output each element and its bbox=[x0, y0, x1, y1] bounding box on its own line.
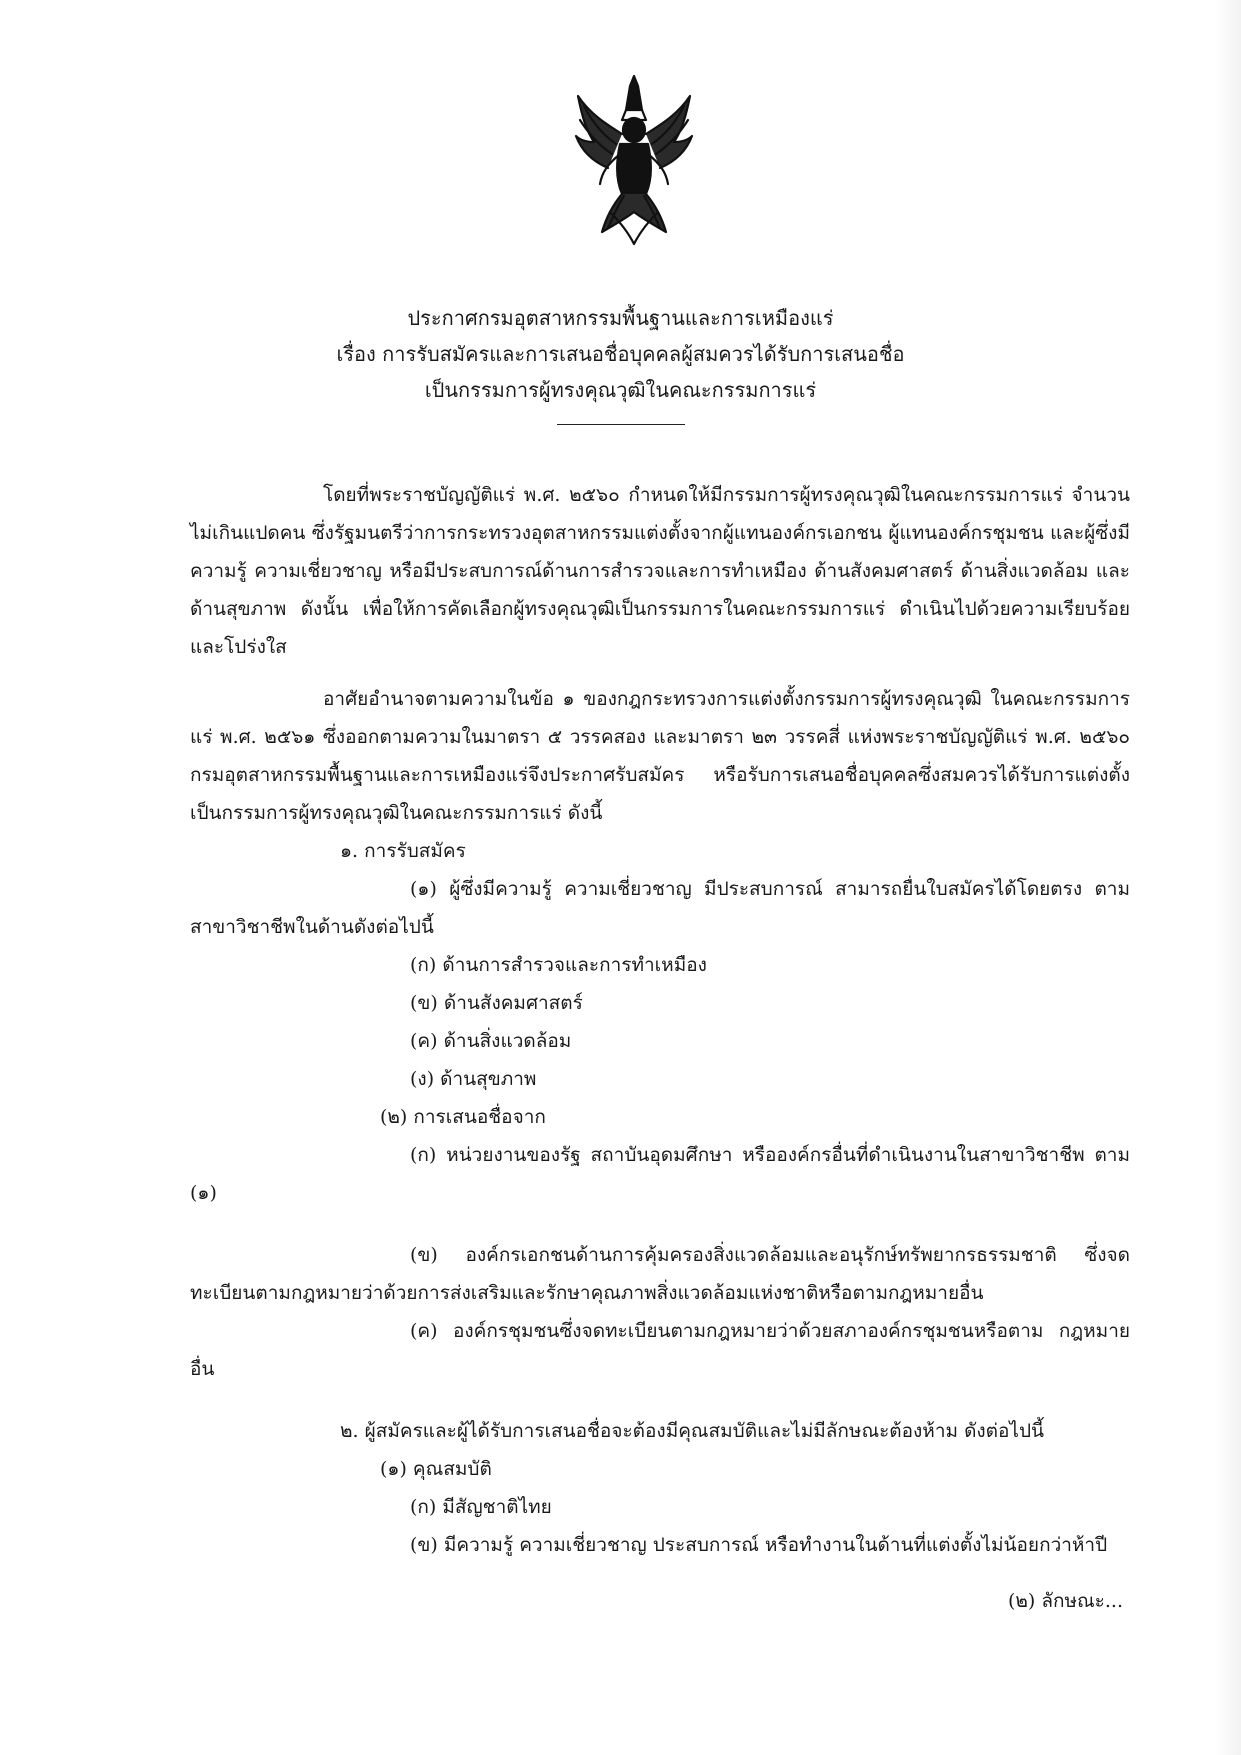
qualification-heading: (๑) คุณสมบัติ bbox=[380, 1458, 492, 1480]
nomination-item-b: (ข) องค์กรเอกชนด้านการคุ้มครองสิ่งแวดล้อมและอนุรักษ์ทรัพยากรธรรมชาติ ซึ่งจดทะเบียนตามกฎหมายว่าด้วยการส่งเสริมและรักษาคุณภาพสิ่งแวดล้อมแห่งชาติหรือตามกฎหมายอื่น bbox=[190, 1244, 1130, 1304]
title-line-1: ประกาศกรมอุตสาหกรรมพื้นฐานและการเหมืองแร่ bbox=[407, 306, 834, 330]
qualification-item: (ก) มีสัญชาติไทย bbox=[410, 1496, 552, 1518]
page-continuation: (๒) ลักษณะ... bbox=[1007, 1590, 1123, 1612]
announcement-body bbox=[190, 476, 1130, 1564]
preamble-paragraph: โดยที่พระราชบัญญัติแร่ พ.ศ. ๒๕๖๐ กำหนดให้มีกรรมการผู้ทรงคุณวุฒิในคณะกรรมการแร่ จำนวนไม่เกินแปดคน ซึ่งรัฐมนตรีว่าการกระทรวงอุตสาหกรรมแต่งตั้งจากผู้แทนองค์กรเอกชน ผู้แทนองค์กรชุมชน และผู้ซึ่งมีความรู้ ความเชี่ยวชาญ หรือมีประสบการณ์ด้านการสำรวจและการทำเหมือง ด้านสังคมศาสตร์ ด้านสิ่งแวดล้อม และด้านสุขภาพ ดังนั้น เพื่อให้การคัดเลือกผู้ทรงคุณวุฒิเป็นกรรมการในคณะกรรมการแร่ ดำเนินไปด้วยความเรียบร้อยและโปร่งใส bbox=[190, 484, 1130, 658]
field-item: (ค) ด้านสิ่งแวดล้อม bbox=[410, 1030, 572, 1052]
title-line-2: เรื่อง การรับสมัครและการเสนอชื่อบุคคลผู้สมควรได้รับการเสนอชื่อ bbox=[336, 342, 905, 366]
field-item: (ง) ด้านสุขภาพ bbox=[410, 1068, 537, 1090]
announcement-title bbox=[0, 300, 1241, 425]
qualification-item: (ข) มีความรู้ ความเชี่ยวชาญ ประสบการณ์ หรือทำงานในด้านที่แต่งตั้งไม่น้อยกว่าห้าปี bbox=[410, 1534, 1108, 1556]
item-1-1: (๑) ผู้ซึ่งมีความรู้ ความเชี่ยวชาญ มีประสบการณ์ สามารถยื่นใบสมัครได้โดยตรง ตามสาขาวิชาชีพในด้านดังต่อไปนี้ bbox=[190, 878, 1130, 938]
section-1-heading: ๑. การรับสมัคร bbox=[340, 840, 466, 862]
section-2-heading: ๒. ผู้สมัครและผู้ได้รับการเสนอชื่อจะต้องมีคุณสมบัติและไม่มีลักษณะต้องห้าม ดังต่อไปนี้ bbox=[340, 1420, 1045, 1442]
title-line-3: เป็นกรรมการผู้ทรงคุณวุฒิในคณะกรรมการแร่ bbox=[424, 378, 817, 402]
scan-edge-shadow bbox=[1215, 0, 1241, 1755]
nomination-item-c: (ค) องค์กรชุมชนซึ่งจดทะเบียนตามกฎหมายว่าด้วยสภาองค์กรชุมชนหรือตาม กฎหมายอื่น bbox=[190, 1320, 1130, 1380]
title-divider bbox=[557, 424, 685, 425]
garuda-emblem bbox=[572, 72, 696, 248]
field-item: (ข) ด้านสังคมศาสตร์ bbox=[410, 992, 583, 1014]
item-1-2: (๒) การเสนอชื่อจาก bbox=[380, 1106, 546, 1128]
authority-paragraph: อาศัยอำนาจตามความในข้อ ๑ ของกฎกระทรวงการแต่งตั้งกรรมการผู้ทรงคุณวุฒิ ในคณะกรรมการแร่ พ.ศ. ๒๕๖๑ ซึ่งออกตามความในมาตรา ๕ วรรคสอง และมาตรา ๒๓ วรรคสี่ แห่งพระราชบัญญัติแร่ พ.ศ. ๒๕๖๐ กรมอุตสาหกรรมพื้นฐานและการเหมืองแร่จึงประกาศรับสมัคร หรือรับการเสนอชื่อบุคคลซึ่งสมควรได้รับการแต่งตั้งเป็นกรรมการผู้ทรงคุณวุฒิในคณะกรรมการแร่ ดังนี้ bbox=[190, 688, 1130, 824]
field-item: (ก) ด้านการสำรวจและการทำเหมือง bbox=[410, 954, 707, 976]
nomination-item-a: (ก) หน่วยงานของรัฐ สถาบันอุดมศึกษา หรือองค์กรอื่นที่ดำเนินงานในสาขาวิชาชีพ ตาม (๑) bbox=[190, 1144, 1130, 1204]
